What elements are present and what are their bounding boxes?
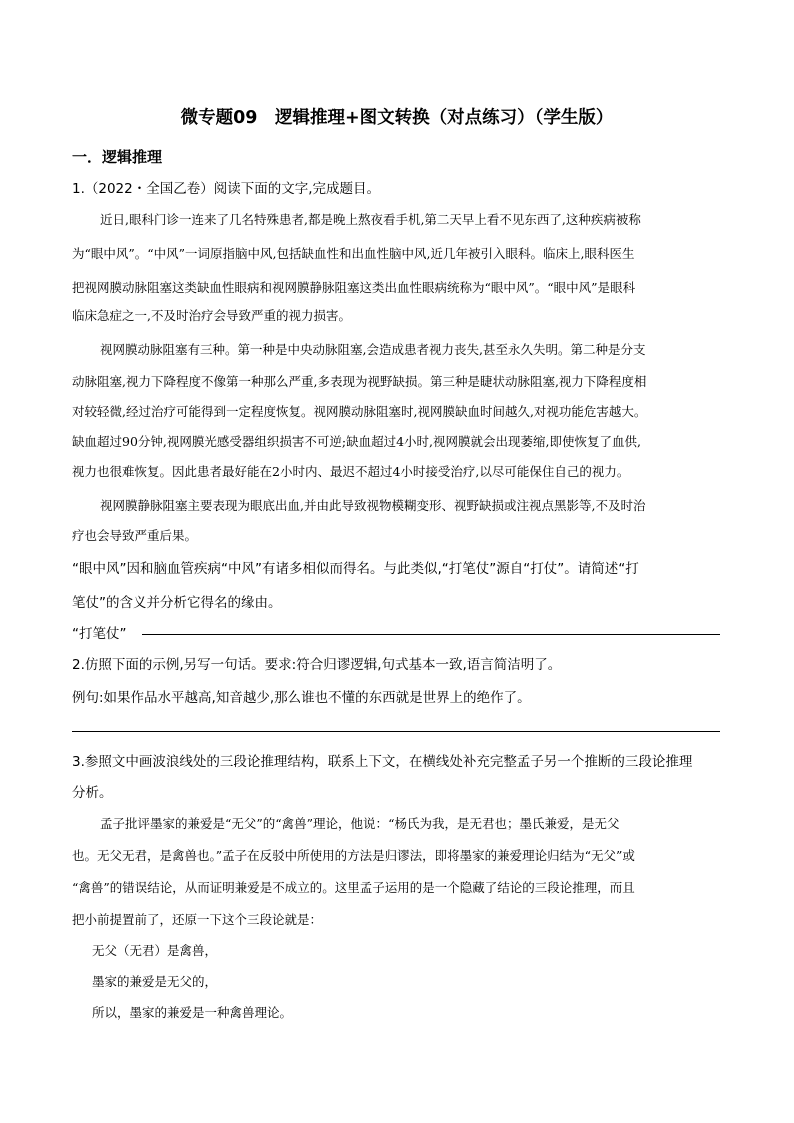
q1-answer-label: “打笔仗” <box>72 626 127 642</box>
q1-p2-line5: 视力也很难恢复。因此患者最好能在2小时内、最迟不超过4小时接受治疗,以尽可能保住自己的视力。 <box>72 464 630 479</box>
q3-passage-line2: 也。无父无君，是禽兽也。”孟子在反驳中所使用的方法是归谬法，即将墨家的兼爱理论归结为“无父”或 <box>72 848 635 863</box>
q3-passage-line1: 孟子批评墨家的兼爱是“无父”的“禽兽”理论，他说：“杨氏为我，是无君也；墨氏兼爱，是无父 <box>100 816 620 831</box>
q2-example: 例句:如果作品水平越高,知音越少,那么谁也不懂的东西就是世界上的绝作了。 <box>72 690 531 706</box>
q3-stem-line1: 3.参照文中画波浪线处的三段论推理结构，联系上下文，在横线处补充完整孟子另一个推断的三段论推理 <box>72 754 693 770</box>
q1-p1-line2: 为“眼中风”。“中风”一词原指脑中风,包括缺血性和出血性脑中风,近几年被引入眼科。临床上,眼科医生 <box>72 246 635 261</box>
q2-answer-line[interactable] <box>72 731 720 732</box>
section-heading-logic: 一．逻辑推理 <box>72 148 163 166</box>
q1-p2-line3: 对较轻微,经过治疗可能得到一定程度恢复。视网膜动脉阻塞时,视网膜缺血时间越久,对视功能危害越大。 <box>72 404 647 419</box>
q3-syllogism-minor: 墨家的兼爱是无父的， <box>92 974 218 989</box>
q2-stem: 2.仿照下面的示例,另写一句话。要求:符合归谬逻辑,句式基本一致,语言简洁明了。 <box>72 657 562 673</box>
q3-syllogism-conclusion: 所以，墨家的兼爱是一种禽兽理论。 <box>92 1005 293 1020</box>
q1-answer-line[interactable] <box>142 634 720 635</box>
q1-question-line1: “眼中风”因和脑血管疾病“中风”有诸多相似而得名。与此类似,“打笔仗”源自“打仗”。请简述“打 <box>72 561 639 577</box>
q3-syllogism-major: 无父（无君）是禽兽， <box>92 943 218 958</box>
q1-p2-line4: 缺血超过90分钟,视网膜光感受器组织损害不可逆;缺血超过4小时,视网膜就会出现萎缩,即使恢复了血供, <box>72 434 641 449</box>
q1-p1-line4: 临床急症之一,不及时治疗会导致严重的视力损害。 <box>72 308 351 323</box>
q3-stem-line2: 分析。 <box>72 785 113 801</box>
q1-p2-line1: 视网膜动脉阻塞有三种。第一种是中央动脉阻塞,会造成患者视力丧失,甚至永久失明。第二种是分支 <box>100 342 646 357</box>
q1-stem: 1.（2022・全国乙卷）阅读下面的文字,完成题目。 <box>72 181 381 197</box>
q1-p2-line2: 动脉阻塞,视力下降程度不像第一种那么严重,多表现为视野缺损。第三种是睫状动脉阻塞,视力下降程度相 <box>72 374 647 389</box>
q1-p3-line2: 疗也会导致严重后果。 <box>72 528 198 543</box>
q3-passage-line4: 把小前提置前了，还原一下这个三段论就是： <box>72 912 323 927</box>
page-title: 微专题09 逻辑推理+图文转换（对点练习）（学生版） <box>180 108 614 128</box>
q1-p3-line1: 视网膜静脉阻塞主要表现为眼底出血,并由此导致视物模糊变形、视野缺损或注视点黑影等,不及时治 <box>100 498 646 513</box>
q1-p1-line1: 近日,眼科门诊一连来了几名特殊患者,都是晚上熬夜看手机,第二天早上看不见东西了,这种疾病被称 <box>100 212 641 227</box>
q1-question-line2: 笔仗”的含义并分析它得名的缘由。 <box>72 595 282 611</box>
q3-passage-line3: “禽兽”的错误结论，从而证明兼爱是不成立的。这里孟子运用的是一个隐藏了结论的三段论推理，而且 <box>72 880 635 895</box>
q1-p1-line3: 把视网膜动脉阻塞这类缺血性眼病和视网膜静脉阻塞这类出血性眼病统称为“眼中风”。“眼中风”是眼科 <box>72 280 636 295</box>
